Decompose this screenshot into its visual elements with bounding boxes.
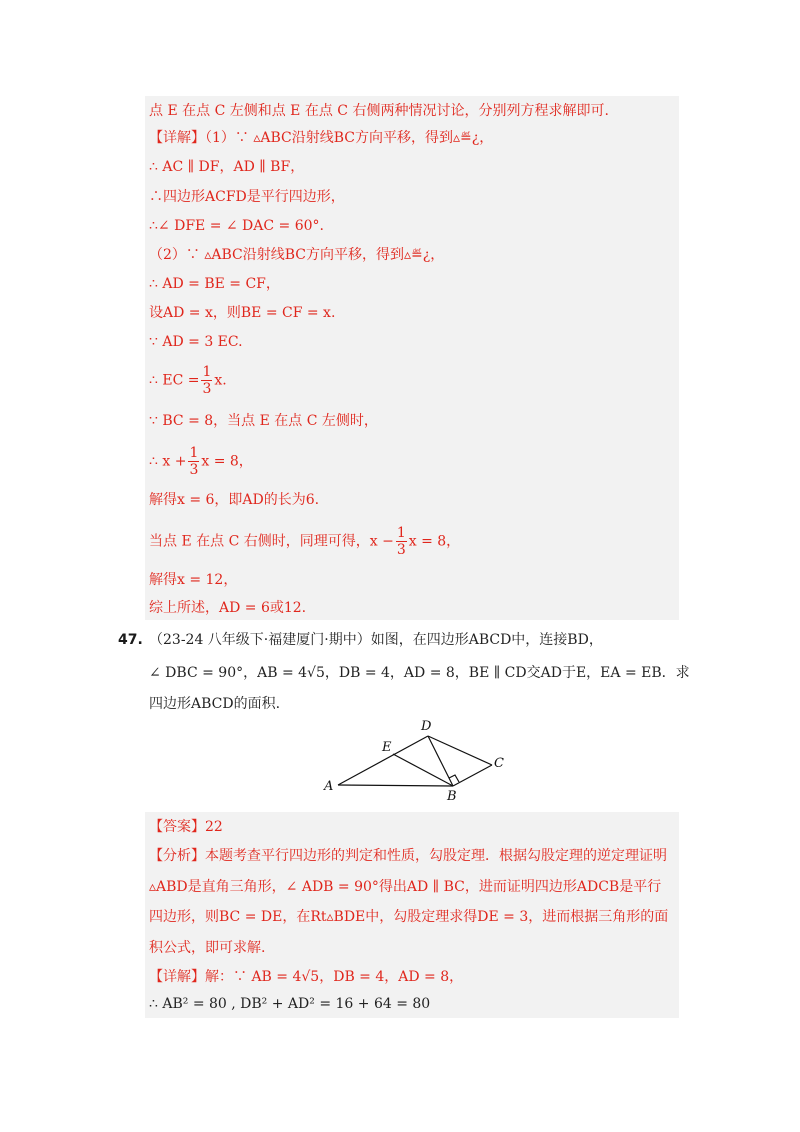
- sol46-line-14-left: 当点 E 在点 C 右侧时，同理可得，x −: [149, 533, 394, 550]
- fraction-numerator: 1: [202, 364, 212, 380]
- ans47-line-3: ▵ABD是直角三角形，∠ ADB = 90°得出AD ∥ BC，进而证明四边形ADCB是平行: [149, 879, 662, 895]
- fraction-one-third: [201, 364, 212, 397]
- fraction-numerator: 1: [396, 525, 406, 541]
- fraction-denominator: 3: [396, 542, 406, 558]
- sol46-line-5: ∴∠ DFE = ∠ DAC = 60°.: [149, 218, 324, 234]
- sol46-line-16: 综上所述，AD = 6或12.: [149, 600, 307, 616]
- segment-bc: [453, 765, 492, 786]
- sol46-line-12-right: x = 8，: [201, 453, 253, 470]
- fraction-one-third: [396, 525, 407, 558]
- sol46-line-11: ∵ BC = 8，当点 E 在点 C 左侧时，: [149, 413, 378, 429]
- sol46-line-3: ∴ AC ∥ DF，AD ∥ BF，: [149, 159, 305, 175]
- fraction-numerator: 1: [189, 445, 199, 461]
- sol46-line-12: [149, 445, 253, 478]
- ans47-line-6: 【详解】解：∵ AB = 4√5，DB = 4，AD = 8，: [149, 969, 464, 985]
- sol46-line-12-left: ∴ x +: [149, 453, 187, 470]
- sol46-line-14-right: x = 8，: [408, 533, 461, 550]
- sol46-line-14: [149, 525, 460, 558]
- q47-line-2: ∠ DBC = 90°，AB = 4√5，DB = 4，AD = 8，BE ∥ CD交AD于E，EA = EB．求: [149, 665, 690, 681]
- sol46-line-10-right: x.: [214, 372, 227, 389]
- label-d: D: [421, 719, 432, 734]
- ans47-line-7: ∴ AB² = 80 , DB² + AD² = 16 + 64 = 80: [149, 996, 431, 1012]
- sol46-line-8: 设AD = x，则BE = CF = x.: [149, 305, 336, 321]
- q47-line-1: （23-24 八年级下·福建厦门·期中）如图，在四边形ABCD中，连接BD，: [149, 632, 603, 648]
- question-number: 47.: [118, 632, 143, 648]
- segment-dc: [428, 736, 492, 765]
- ans47-line-4: 四边形，则BC = DE，在Rt▵BDE中，勾股定理求得DE = 3，进而根据三角形的面: [149, 909, 669, 925]
- sol46-line-7: ∴ AD = BE = CF，: [149, 276, 280, 292]
- ans47-line-5: 积公式，即可求解.: [149, 940, 266, 956]
- label-c: C: [494, 756, 504, 771]
- sol46-line-1: 点 E 在点 C 左侧和点 E 在点 C 右侧两种情况讨论，分别列方程求解即可.: [149, 103, 609, 119]
- q47-line-3: 四边形ABCD的面积.: [149, 696, 281, 712]
- sol46-line-4: ∴四边形ACFD是平行四边形，: [149, 189, 345, 205]
- sol46-line-9: ∵ AD = 3 EC.: [149, 334, 243, 350]
- ans47-line-2: 【分析】本题考查平行四边形的判定和性质，勾股定理．根据勾股定理的逆定理证明: [149, 848, 667, 864]
- label-b: B: [447, 789, 457, 800]
- quadrilateral-diagram: [320, 716, 520, 800]
- segment-ab: [338, 785, 453, 786]
- sol46-line-2: 【详解】（1）∵ ▵ABC沿射线BC方向平移，得到▵≝¿，: [149, 130, 494, 146]
- sol46-line-10: [149, 364, 227, 397]
- ans47-line-1: 【答案】22: [149, 819, 223, 835]
- sol46-line-13: 解得x = 6，即AD的长为6.: [149, 492, 320, 508]
- fraction-one-third: [188, 445, 199, 478]
- label-a: A: [324, 779, 334, 794]
- sol46-line-15: 解得x = 12，: [149, 572, 238, 588]
- label-e: E: [382, 740, 392, 755]
- fraction-denominator: 3: [189, 462, 199, 478]
- segment-eb: [393, 754, 453, 786]
- sol46-line-10-left: ∴ EC =: [149, 372, 200, 389]
- fraction-denominator: 3: [202, 381, 212, 397]
- sol46-line-6: （2）∵ ▵ABC沿射线BC方向平移，得到▵≝¿，: [149, 247, 445, 263]
